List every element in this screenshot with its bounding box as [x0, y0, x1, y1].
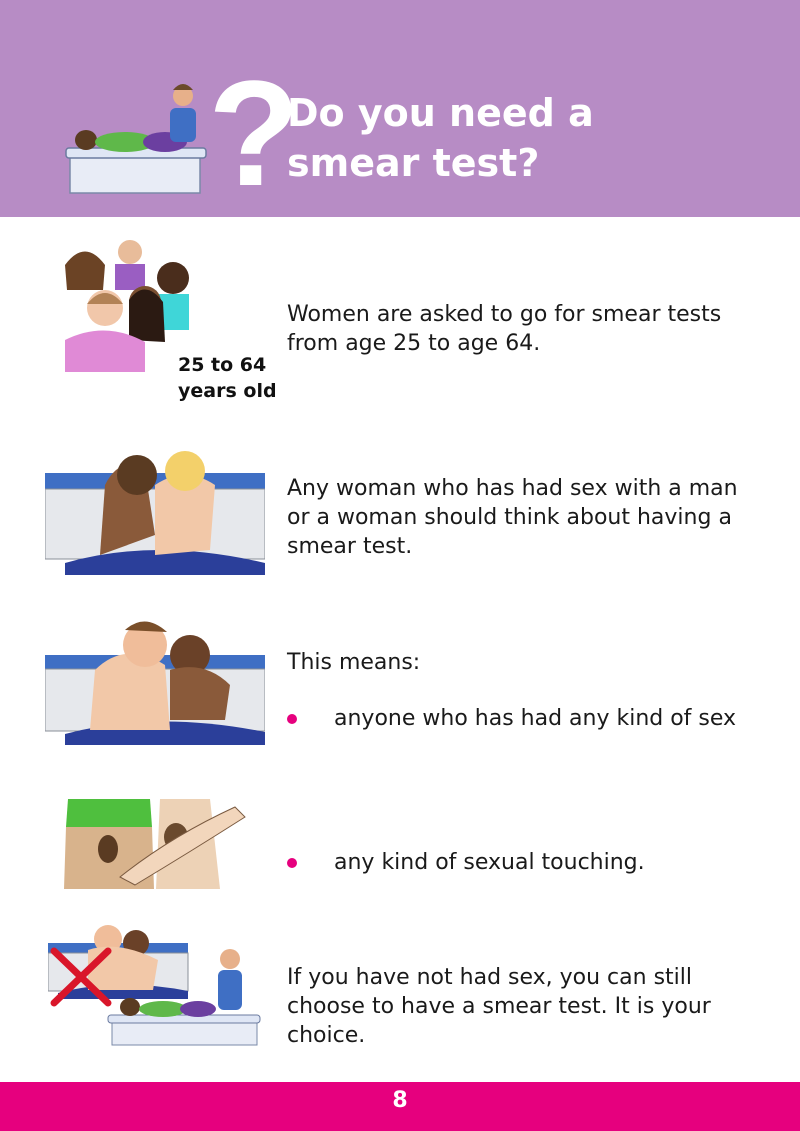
title-line-2: smear test?	[287, 141, 540, 185]
bullet-icon	[287, 858, 297, 868]
this-means-heading: This means:	[287, 650, 421, 675]
group-of-women-illustration	[45, 230, 200, 375]
list-item: anyone who has had any kind of sex	[287, 704, 757, 733]
title-line-1: Do you need a	[287, 91, 594, 135]
list-item: any kind of sexual touching.	[287, 848, 757, 877]
page-number: 8	[392, 1088, 408, 1113]
choice-paragraph: If you have not had sex, you can still choose to have a smear test. It is your choice.	[287, 965, 711, 1048]
age-range-label: 25 to 64 years old	[178, 354, 277, 402]
crossed-out-couple-illustration	[48, 915, 263, 1048]
couple-kissing-illustration	[45, 445, 265, 575]
any-woman-paragraph: Any woman who has had sex with a man or a woman should think about having a smear test.	[287, 476, 738, 559]
patient-on-couch-illustration	[60, 70, 220, 196]
bullet-icon	[287, 714, 297, 724]
question-mark-icon: ?	[208, 49, 300, 217]
page-title	[287, 88, 767, 188]
age-paragraph: Women are asked to go for smear tests from age 25 to age 64.	[287, 302, 722, 356]
touching-illustration	[60, 797, 250, 889]
couple-embracing-illustration	[45, 610, 265, 745]
